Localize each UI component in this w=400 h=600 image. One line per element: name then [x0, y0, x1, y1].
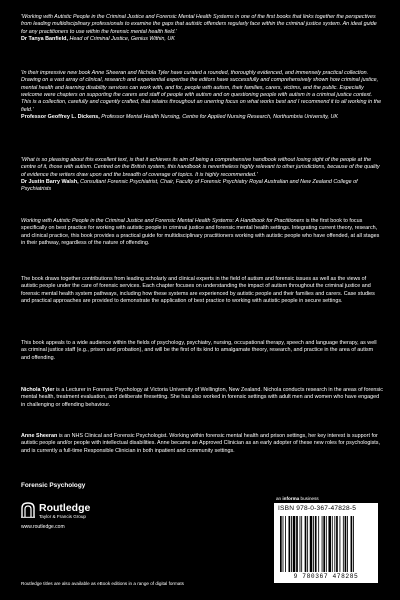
publisher-logo	[21, 502, 151, 542]
endorsement-name: Professor Geoffrey L. Dickens	[21, 114, 99, 121]
barcode-bar	[336, 516, 338, 572]
barcode-bar	[285, 516, 286, 572]
author-name: Nichola Tyler	[21, 387, 55, 393]
barcode-bar	[351, 516, 353, 572]
informa-business	[276, 496, 319, 502]
barcode-bar	[291, 516, 292, 572]
barcode-bar	[305, 516, 307, 572]
endorsement-attribution: Dr Justin Barry Walsh, Consultant Forensic Psychiatrist, Chair, Faculty of Forensic Psychiatry Royal Australian and New Zealand College of Psychiatrists	[21, 179, 358, 193]
barcode-bar	[318, 516, 319, 572]
publisher-url: www.routledge.com	[21, 524, 65, 530]
description-paragraph-3	[21, 340, 383, 362]
endorsement-role: Consultant Forensic Psychiatrist, Chair, Faculty of Forensic Psychiatry Royal Australian and New Zealand College of Psychiatrists	[21, 179, 358, 193]
barcode-bar	[307, 516, 308, 572]
book-title: Working with Autistic People in the Criminal Justice and Forensic Mental Health Systems: A Handbook for Practitioners	[21, 218, 305, 224]
endorsement-attribution: Professor Geoffrey L. Dickens, Professor Mental Health Nursing, Centre for Applied Nursing Research, Northumbria University, UK	[21, 114, 338, 121]
barcode-bar	[332, 516, 333, 572]
routledge-logo-icon	[21, 502, 35, 518]
barcode-bar	[323, 516, 325, 572]
description-paragraph-1	[21, 218, 383, 247]
endorsement-quote: 'In their impressive new book Anne Sheeran and Nichola Tyler have curated a rounded, thoroughly evidenced, and immensely practical collection. Drawing on a vast array of clinical, research and experiential expertise the editors have successfully and comprehensively shown how criminal justice, mental health and learning disability services can work with, and for, people with autism, their families, carers, victims, and the public. Especially welcome were chapters on supporting the carers and staff of people with autism and on questioning people with autism in a criminal justice context. This is a collection, carefully and cogently crafted, that retains throughout an unerring focus on what works best and I recommend it to all working in the field.'	[21, 70, 382, 113]
endorsement-role: Professor Mental Health Nursing, Centre for Applied Nursing Research, Northumbria University, UK	[101, 114, 338, 121]
barcode-bar	[280, 516, 282, 572]
author-bio-1	[21, 387, 383, 409]
author-bio: is a Lecturer in Forensic Psychology at Victoria University of Wellington, New Zealand. Nichola conducts research in the areas of forensic mental health, treatment evaluation, and deliberate firesetting. She has also worked in forensic settings with adult men and women who have engaged in challenging or offending behaviour.	[21, 387, 383, 408]
endorsement-quote: 'Working with Autistic People in the Criminal Justice and Forensic Mental Health Systems in one of the first books that links together the perspectives from leading multidisciplinary professionals to examine the gaps that autistic offenders regularly face within the criminal justice system. An ideal guide for any practitioners to use within the forensic mental health field.'	[21, 14, 377, 35]
informa-prefix: an	[276, 496, 283, 501]
description-text: The book draws together contributions from leading scholarly and clinical experts in the field of autism and forensic issues as well as the views of autistic people under the care of forensic services. Each chapter focuses on understanding the impact of autism throughout the criminal justice and forensic mental health system pathways, including how these systems are experienced by autistic people and their families and carers. Case studies and practical approaches are provided to demonstrate the application of best practice to working with autistic people in secure settings.	[21, 276, 375, 305]
barcode-bar	[347, 516, 348, 572]
description-text: This book appeals to a wide audience within the fields of psychology, psychiatry, nursing, occupational therapy, speech and language therapy, as well as criminal justice staff (e.g., prison and probation), and will be the first of its kind to amalgamate theory, research, and practice in the area of autism and offending.	[21, 340, 377, 361]
endorsement-role: Head of Criminal Justice, Genius Within, UK	[69, 36, 175, 43]
barcode-bar	[340, 516, 341, 572]
endorsement-attribution: Dr Tanya Banfield, Head of Criminal Justice, Genius Within, UK	[21, 36, 175, 43]
barcode-bar	[328, 516, 331, 572]
isbn-barcode-panel	[274, 503, 378, 583]
barcode-bar	[353, 516, 354, 572]
endorsement-2	[21, 70, 383, 121]
informa-suffix: business	[299, 496, 319, 501]
isbn-label: ISBN 978-0-367-47828-5	[278, 505, 357, 512]
description-paragraph-2	[21, 276, 383, 305]
author-bio-2	[21, 433, 383, 455]
author-name: Anne Sheeran	[21, 433, 58, 439]
publisher-group: Taylor & Francis Group	[39, 514, 86, 519]
endorsement-1	[21, 14, 383, 43]
informa-brand: informa	[282, 496, 300, 501]
barcode-bar	[343, 516, 344, 572]
barcode-bar	[283, 516, 284, 572]
barcode-bar	[293, 516, 296, 572]
barcode-number: 9 780367 478285	[293, 573, 359, 580]
barcode-bar	[313, 516, 314, 572]
barcode-bar	[289, 516, 291, 572]
barcode-bar	[301, 516, 302, 572]
endorsement-quote: 'What is so pleasing about this excellent text, is that it achieves its aim of being a comprehensive handbook without losing sight of the people at the centre of it, those with autism. Centred on the British system, this handbook is nevertheless highly relevant to other jurisdictions, because of the quality of evidence the writers draw upon and the breadth of coverage of topics. It is highly recommended.'	[21, 157, 380, 178]
barcode-bar	[315, 516, 317, 572]
barcode-bar	[334, 516, 335, 572]
author-bio: is an NHS Clinical and Forensic Psychologist. Working within forensic mental health and prison settings, her key interest is support for autistic people and/or people with intellectual disabilities. Anne became an Approved Clinician as an early adopter of these new roles for psychologists, and is currently a full-time Responsible Clinician in both inpatient and community settings.	[21, 433, 380, 454]
endorsement-name: Dr Tanya Banfield	[21, 36, 67, 43]
barcode-bar	[300, 516, 301, 572]
barcode-bar	[345, 516, 347, 572]
description-text: is the first book to focus specifically on best practice for working with autistic people in criminal justice and forensic mental health settings. Integrating current theory, research, and clinical practice, this book provides a practical guide for multidisciplinary practitioners working with autistic people who have offended, at all stages in their pathway, regardless of the nature of offending.	[21, 218, 380, 247]
subject-category: Forensic Psychology	[21, 482, 86, 489]
ebook-note: Routledge titles are also available as eBook editions in a range of digital formats	[21, 581, 184, 586]
barcode-bar	[326, 516, 327, 572]
endorsement-3	[21, 157, 383, 194]
barcode-bar	[296, 516, 298, 572]
barcode-bar	[322, 516, 323, 572]
barcode	[278, 516, 374, 574]
endorsement-name: Dr Justin Barry Walsh	[21, 179, 78, 186]
publisher-name: Routledge	[39, 502, 91, 514]
barcode-bar	[310, 516, 313, 572]
